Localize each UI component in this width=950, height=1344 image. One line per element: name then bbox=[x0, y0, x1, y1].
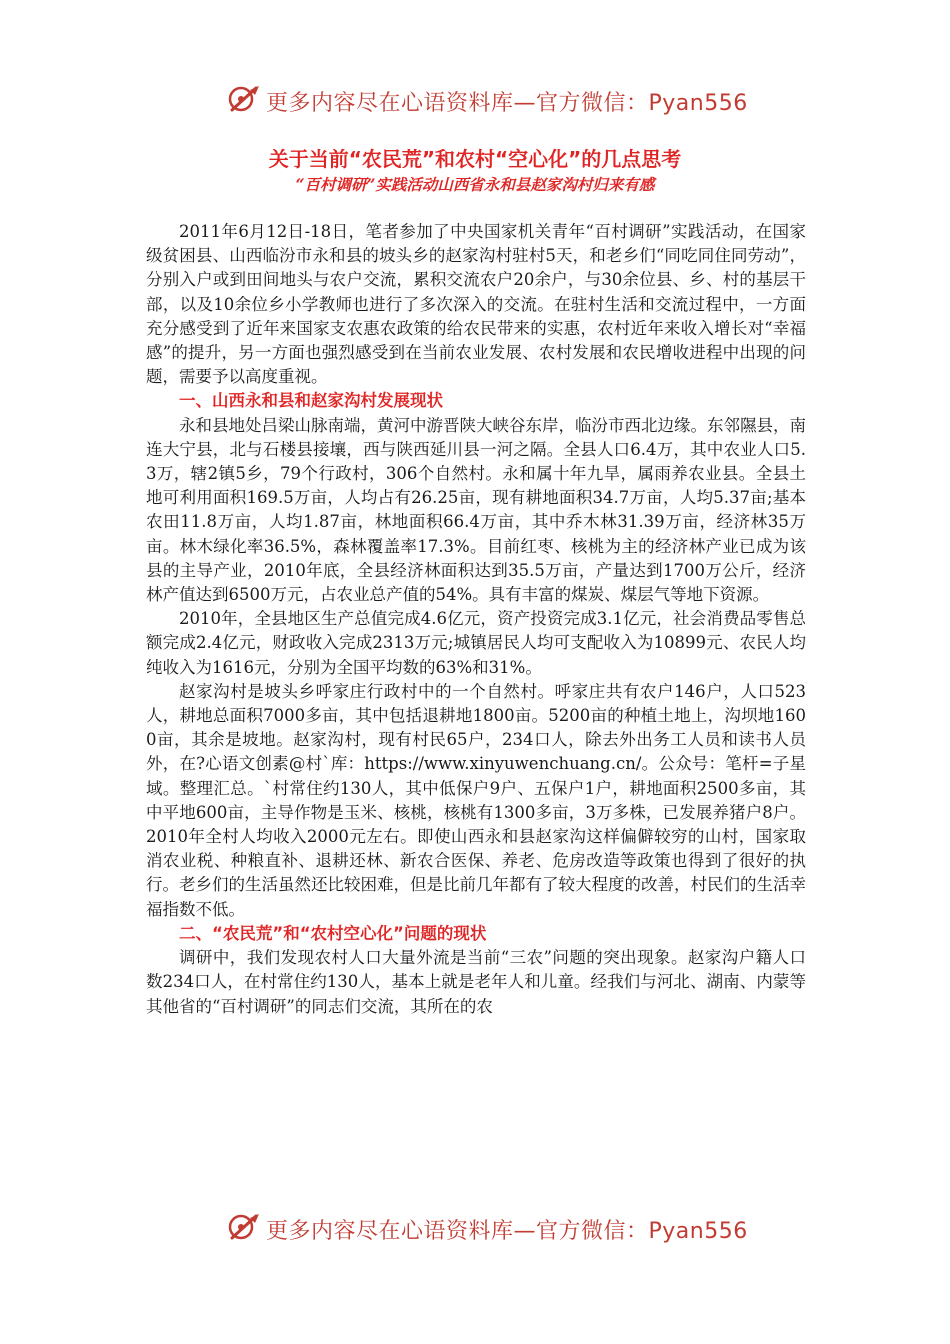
pen-logo-icon bbox=[226, 1212, 262, 1242]
section-heading-2: 二、“农民荒”和“农村空心化”问题的现状 bbox=[179, 923, 487, 943]
paragraph-county-overview: 永和县地处吕梁山脉南端，黄河中游晋陕大峡谷东岸，临汾市西北边缘。东邻隰县，南连大宁县，北与石楼县接壤，西与陕西延川县一河之隔。全县人口6.4万，其中农业人口5.3万，辖2镇5乡，79个行政村，306个自然村。永和属十年九旱，属雨养农业县。全县土地可利用面积169.5万亩，人均占有26.25亩，现有耕地面积34.7万亩，人均5.37亩;基本农田11.8万亩，人均1.87亩，林地面积66.4万亩，其中乔木林31.39万亩，经济林35万亩。林木绿化率36.5%，森林覆盖率17.3%。目前红枣、核桃为主的经济林产业已成为该县的主导产业，2010年底，全县经济林面积达到35.5万亩，产量达到1700万公斤，经济林产值达到6500万元，占农业总产值的54%。具有丰富的煤炭、煤层气等地下资源。 bbox=[146, 415, 806, 605]
sub-title: “百村调研”实践活动山西省永和县赵家沟村归来有感 bbox=[295, 175, 655, 194]
title-block bbox=[0, 146, 950, 196]
banner-text: 更多内容尽在心语资料库—官方微信：Pyan556 bbox=[266, 91, 748, 116]
paragraph-village-overview: 赵家沟村是坡头乡呼家庄行政村中的一个自然村。呼家庄共有农户146户，人口523人，耕地总面积7000多亩，其中包括退耕地1800亩。5200亩的种植土地上，沟坝地1600亩，其余是坡地。赵家沟村，现有村民65户，234口人，除去外出务工人员和读书人员外，在?心语文创素@村`库：https://www.xinyuwenchuang.cn/。公众号：笔杆=子星域。整理汇总。`村常住约130人，其中低保户9户、五保户1户，耕地面积2500多亩，其中平地600亩，主导作物是玉米、核桃，核桃有1300多亩，3万多株，已发展养猪户8户。2010年全村人均收入2000元左右。即使山西永和县赵家沟这样偏僻较穷的山村，国家取消农业税、种粮直补、退耕还林、新农合医保、养老、危房改造等政策也得到了很好的执行。老乡们的生活虽然还比较困难，但是比前几年都有了较大程度的改善，村民们的生活幸福指数不低。 bbox=[146, 681, 806, 919]
paragraph-intro: 2011年6月12日-18日，笔者参加了中央国家机关青年“百村调研”实践活动，在国家级贫困县、山西临汾市永和县的坡头乡的赵家沟村驻村5天，和老乡们“同吃同住同劳动”，分别入户或到田间地头与农户交流，累积交流农户20余户，与30余位县、乡、村的基层干部，以及10余位乡小学教师也进行了多次深入的交流。在驻村生活和交流过程中，一方面充分感受到了近年来国家支农惠农政策的给农民带来的实惠，农村近年来收入增长对“幸福感”的提升，另一方面也强烈感受到在当前农业发展、农村发展和农民增收进程中出现的问题，需要予以高度重视。 bbox=[146, 222, 806, 387]
pen-logo-icon bbox=[226, 84, 262, 114]
footer-banner bbox=[0, 1208, 950, 1248]
section-heading-1: 一、山西永和县和赵家沟村发展现状 bbox=[179, 391, 443, 411]
main-title: 关于当前“农民荒”和农村“空心化”的几点思考 bbox=[268, 147, 682, 171]
paragraph-economy-2010: 2010年，全县地区生产总值完成4.6亿元，资产投资完成3.1亿元，社会消费品零售总额完成2.4亿元，财政收入完成2313万元;城镇居民人均可支配收入为10899元、农民人均纯收入为1616元，分别为全国平均数的63%和31%。 bbox=[146, 609, 806, 677]
header-banner bbox=[0, 80, 950, 120]
paragraph-population-outflow: 调研中，我们发现农村人口大量外流是当前“三农”问题的突出现象。赵家沟户籍人口数234口人，在村常住约130人，基本上就是老年人和儿童。经我们与河北、湖南、内蒙等其他省的“百村调研”的同志们交流，其所在的农 bbox=[146, 948, 806, 1016]
article-body bbox=[146, 220, 806, 1019]
banner-text: 更多内容尽在心语资料库—官方微信：Pyan556 bbox=[266, 1219, 748, 1244]
